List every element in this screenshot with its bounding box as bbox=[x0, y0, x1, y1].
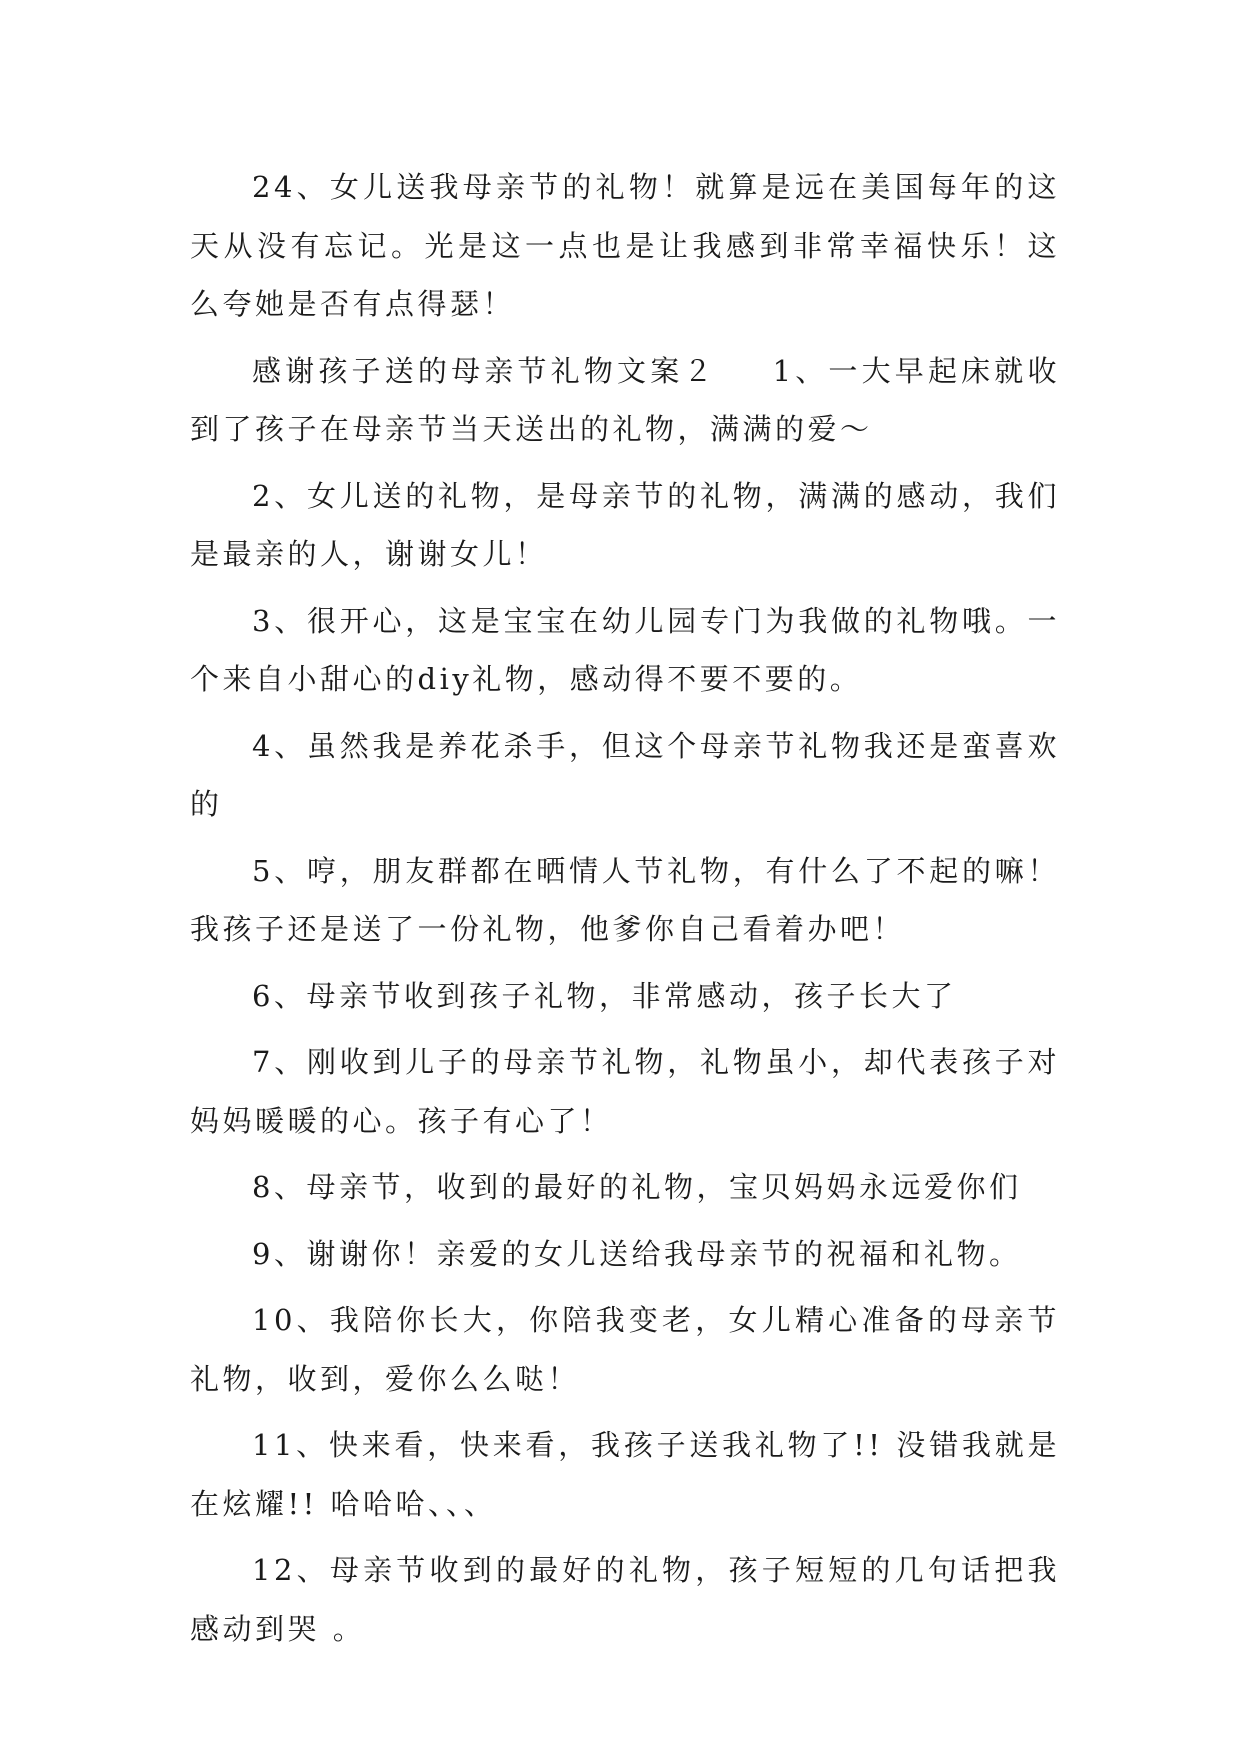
paragraph-5: 5、哼，朋友群都在晒情人节礼物，有什么了不起的嘛！我孩子还是送了一份礼物，他爹你自己看着办吧！ bbox=[190, 853, 1060, 946]
document-page bbox=[190, 158, 1060, 1666]
paragraph-7: 7、刚收到儿子的母亲节礼物，礼物虽小，却代表孩子对妈妈暖暖的心。孩子有心了！ bbox=[190, 1045, 1060, 1138]
paragraph-24: 24、女儿送我母亲节的礼物！就算是远在美国每年的这天从没有忘记。光是这一点也是让我感到非常幸福快乐！这么夸她是否有点得瑟！ bbox=[190, 170, 1060, 321]
section-heading: 感谢孩子送的母亲节礼物文案２ bbox=[252, 353, 717, 388]
paragraph-2: 2、女儿送的礼物，是母亲节的礼物，满满的感动，我们是最亲的人，谢谢女儿！ bbox=[190, 478, 1060, 571]
paragraph-10: 10、我陪你长大，你陪我变老，女儿精心准备的母亲节礼物，收到，爱你么么哒！ bbox=[190, 1303, 1060, 1396]
paragraph-6: 6、母亲节收到孩子礼物，非常感动，孩子长大了 bbox=[252, 978, 957, 1013]
paragraph-12: 12、母亲节收到的最好的礼物，孩子短短的几句话把我感动到哭 。 bbox=[190, 1553, 1060, 1646]
paragraph-9: 9、谢谢你！亲爱的女儿送给我母亲节的祝福和礼物。 bbox=[252, 1236, 1022, 1271]
paragraph-3: 3、很开心，这是宝宝在幼儿园专门为我做的礼物哦。一个来自小甜心的diy礼物，感动得不要不要的。 bbox=[190, 603, 1060, 696]
paragraph-section-heading bbox=[190, 342, 1060, 459]
item-1-text: 1、一大早起床就收到了孩子在母亲节当天送出的礼物，满满的爱～ bbox=[190, 353, 1060, 446]
paragraph-11: 11、快来看，快来看，我孩子送我礼物了!! 没错我就是在炫耀!! 哈哈哈、、、 bbox=[190, 1428, 1060, 1521]
paragraph-8: 8、母亲节，收到的最好的礼物，宝贝妈妈永远爱你们 bbox=[252, 1170, 1022, 1204]
paragraph-4: 4、虽然我是养花杀手，但这个母亲节礼物我还是蛮喜欢的 bbox=[190, 728, 1060, 821]
